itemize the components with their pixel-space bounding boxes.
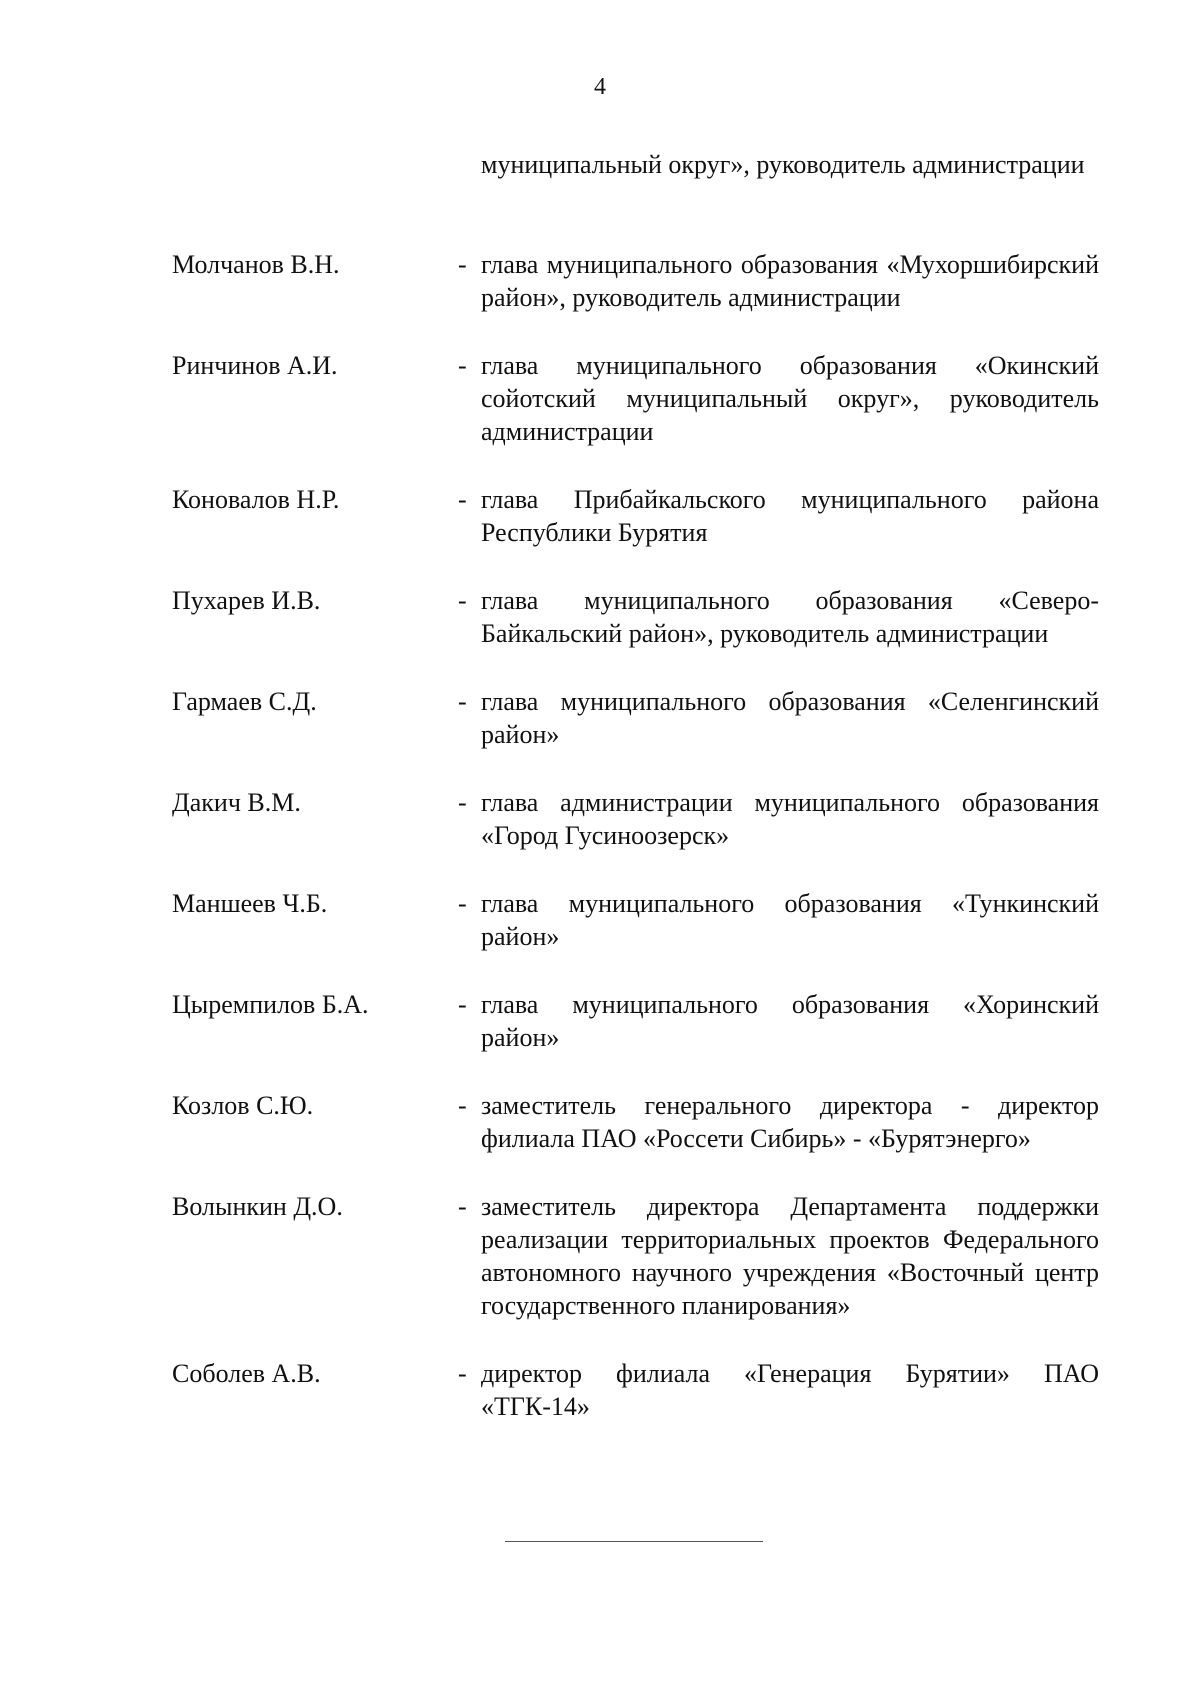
member-name: Волынкин Д.О. [172, 1192, 343, 1221]
member-row [0, 786, 1200, 852]
member-role: заместитель директора Департамента поддержки реализации территориальных проектов Федерального автономного научного учреждения «Восточный центр государственного планирования» [481, 1192, 1099, 1320]
member-dash: - [458, 351, 467, 380]
member-role: директор филиала «Генерация Бурятии» ПАО «ТГК-14» [481, 1359, 1099, 1421]
end-divider-line [505, 1541, 763, 1542]
member-row [0, 1089, 1200, 1155]
member-dash: - [458, 889, 467, 918]
member-role: глава муниципального образования «Селенгинский район» [481, 687, 1099, 749]
member-name: Дакич В.М. [172, 788, 301, 817]
member-role: глава муниципального образования «Хоринский район» [481, 990, 1099, 1052]
member-name: Ринчинов А.И. [172, 351, 338, 380]
member-name: Молчанов В.Н. [172, 250, 340, 279]
member-dash: - [458, 1359, 467, 1388]
member-row [0, 248, 1200, 314]
member-role: глава администрации муниципального образования «Город Гусиноозерск» [481, 788, 1099, 850]
member-row [0, 887, 1200, 953]
member-row [0, 1190, 1200, 1322]
member-row [0, 584, 1200, 650]
member-role: заместитель генерального директора - директор филиала ПАО «Россети Сибирь» - «Бурятэнерго» [481, 1091, 1099, 1153]
member-name: Козлов С.Ю. [172, 1091, 314, 1120]
member-name: Коновалов Н.Р. [172, 485, 340, 514]
member-role: глава муниципального образования «Тункинский район» [481, 889, 1099, 951]
member-dash: - [458, 990, 467, 1019]
member-row [0, 483, 1200, 549]
member-role: глава муниципального образования «Мухоршибирский район», руководитель администрации [481, 250, 1099, 312]
member-dash: - [458, 1192, 467, 1221]
member-role: глава Прибайкальского муниципального района Республики Бурятия [481, 485, 1099, 547]
member-dash: - [458, 1091, 467, 1120]
member-name: Соболев А.В. [172, 1359, 321, 1388]
member-name: Маншеев Ч.Б. [172, 889, 328, 918]
member-row [0, 685, 1200, 751]
member-row [0, 1357, 1200, 1423]
member-dash: - [458, 687, 467, 716]
continuation-text: муниципальный округ», руководитель администрации [481, 150, 1085, 179]
member-name: Пухарев И.В. [172, 586, 321, 615]
member-row [0, 349, 1200, 448]
member-role: глава муниципального образования «Окинский сойотский муниципальный округ», руководитель администрации [481, 351, 1099, 446]
member-name: Цыремпилов Б.А. [172, 990, 369, 1019]
member-name: Гармаев С.Д. [172, 687, 317, 716]
member-dash: - [458, 586, 467, 615]
member-row [0, 988, 1200, 1054]
member-dash: - [458, 485, 467, 514]
member-dash: - [458, 250, 467, 279]
member-role: глава муниципального образования «Северо-Байкальский район», руководитель администрации [481, 586, 1099, 648]
member-dash: - [458, 788, 467, 817]
page-number: 4 [594, 74, 606, 100]
member-list [0, 248, 1200, 1458]
